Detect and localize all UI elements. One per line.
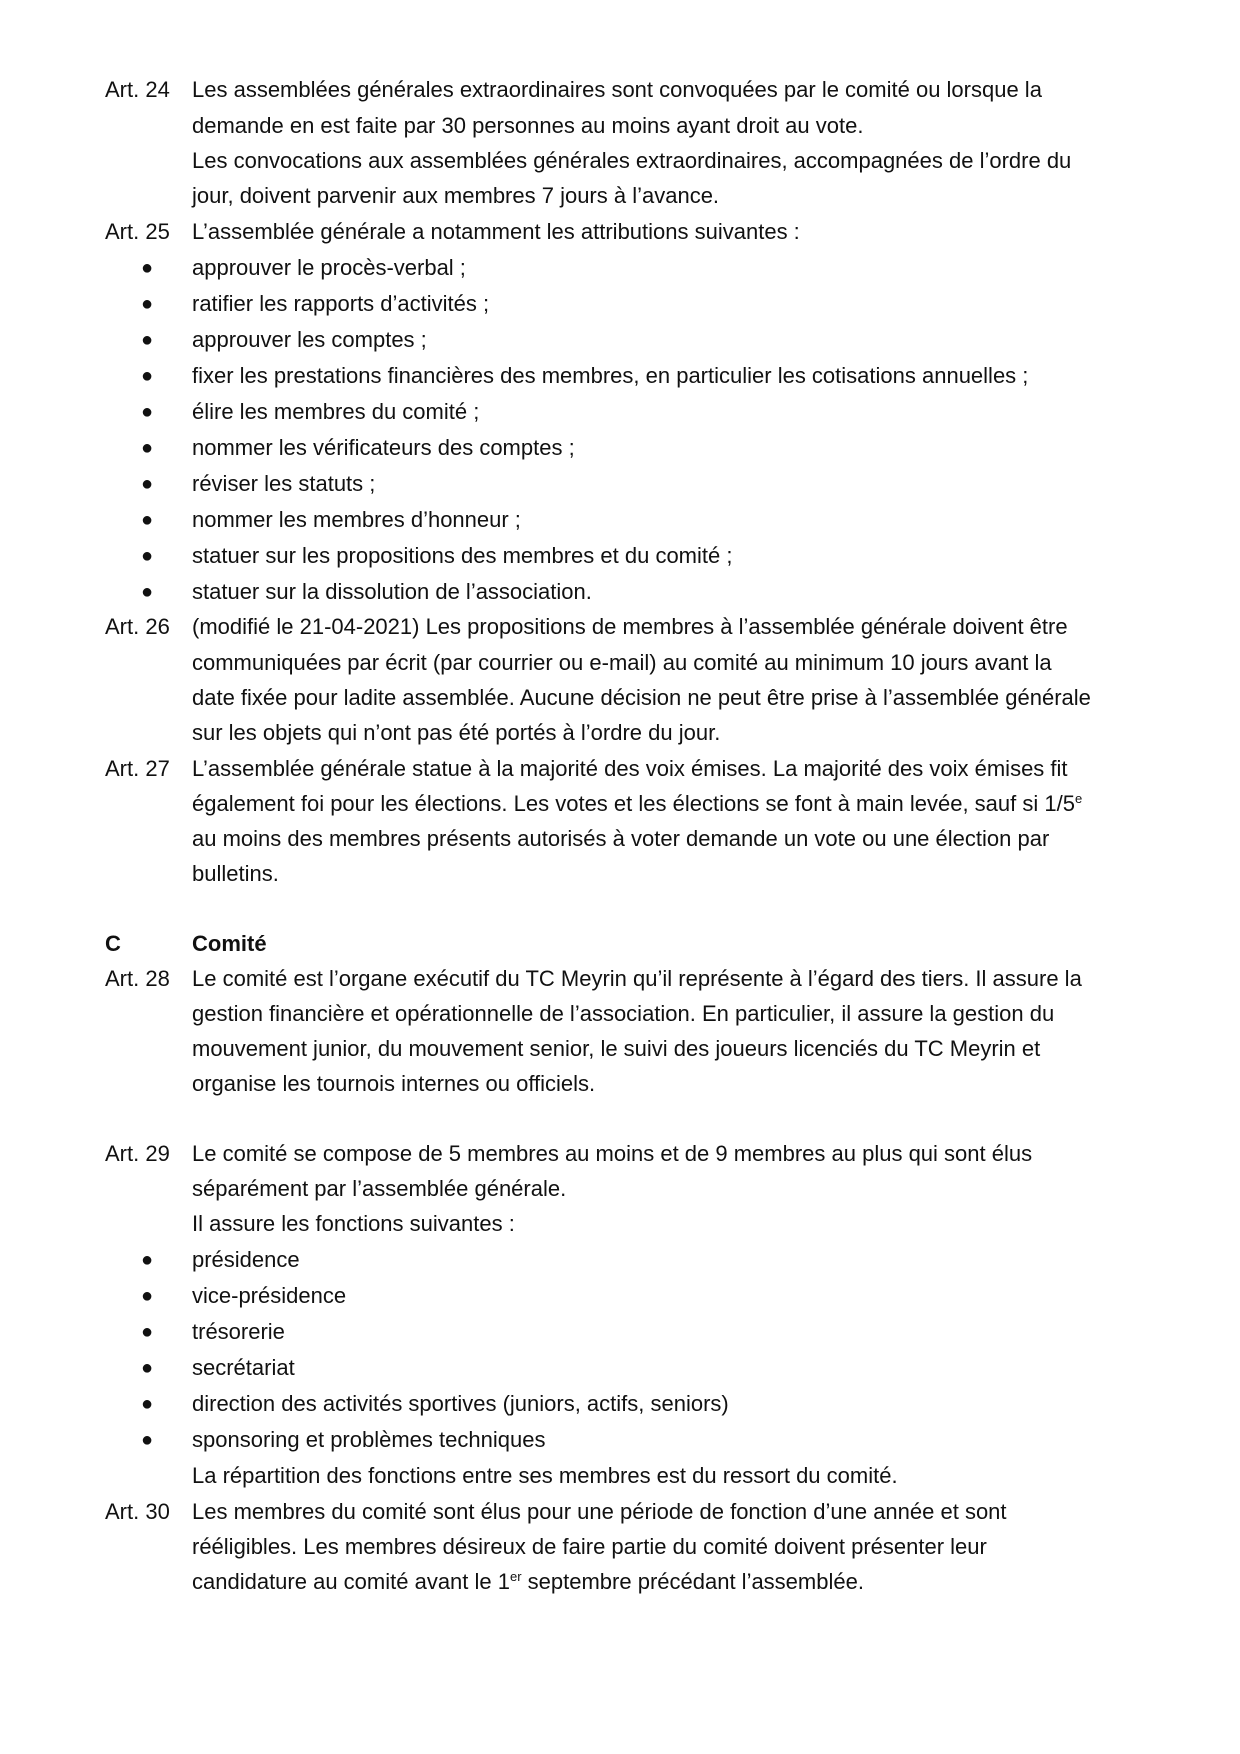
article-30-line-3 bbox=[0, 1564, 1240, 1600]
article-text-line: au moins des membres présents autorisés à voter demande un vote ou une élection par bbox=[192, 826, 1050, 851]
article-text-line: Le comité se compose de 5 membres au moins et de 9 membres au plus qui sont élus bbox=[192, 1141, 1033, 1166]
list-item bbox=[0, 250, 1240, 286]
bullet-icon: ● bbox=[141, 1357, 154, 1379]
bullet-icon: ● bbox=[141, 329, 154, 351]
list-item bbox=[0, 322, 1240, 358]
article-text-segment: également foi pour les élections. Les votes et les élections se font à main levée, sauf si 1/5 bbox=[192, 791, 1075, 816]
list-item bbox=[0, 502, 1240, 538]
bullet-icon: ● bbox=[141, 1393, 154, 1415]
section-title: Comité bbox=[192, 931, 267, 956]
list-item bbox=[0, 358, 1240, 394]
article-text-line: sur les objets qui n’ont pas été portés à l’ordre du jour. bbox=[192, 720, 721, 745]
article-28-line-3 bbox=[0, 1031, 1240, 1067]
article-label: Art. 25 bbox=[105, 219, 170, 244]
article-text-line: organise les tournois internes ou officiels. bbox=[192, 1071, 596, 1096]
list-item bbox=[0, 538, 1240, 574]
article-26-line-3 bbox=[0, 680, 1240, 716]
article-text-segment: septembre précédant l’assemblée. bbox=[521, 1569, 864, 1594]
article-label: Art. 26 bbox=[105, 614, 170, 639]
list-item bbox=[0, 430, 1240, 466]
article-label: Art. 30 bbox=[105, 1499, 170, 1524]
article-28-line-4 bbox=[0, 1066, 1240, 1102]
list-item-text: statuer sur la dissolution de l’association. bbox=[192, 579, 592, 604]
article-25 bbox=[0, 214, 1240, 250]
bullet-icon: ● bbox=[141, 473, 154, 495]
article-28 bbox=[0, 961, 1240, 997]
section-label: C bbox=[105, 931, 121, 956]
list-item-text: trésorerie bbox=[192, 1319, 285, 1344]
article-label: Art. 28 bbox=[105, 966, 170, 991]
article-27 bbox=[0, 751, 1240, 787]
article-27-line-3 bbox=[0, 821, 1240, 857]
list-item bbox=[0, 1350, 1240, 1386]
article-text-line: L’assemblée générale statue à la majorité des voix émises. La majorité des voix émises fit bbox=[192, 756, 1068, 781]
list-item-text: direction des activités sportives (juniors, actifs, seniors) bbox=[192, 1391, 729, 1416]
article-text-line: bulletins. bbox=[192, 861, 279, 886]
list-item-text: réviser les statuts ; bbox=[192, 471, 376, 496]
bullet-icon: ● bbox=[141, 545, 154, 567]
article-text-line: mouvement junior, du mouvement senior, le suivi des joueurs licenciés du TC Meyrin et bbox=[192, 1036, 1041, 1061]
article-text-line: Il assure les fonctions suivantes : bbox=[192, 1211, 515, 1236]
article-text-line: La répartition des fonctions entre ses membres est du ressort du comité. bbox=[192, 1463, 898, 1488]
list-item bbox=[0, 466, 1240, 502]
list-item bbox=[0, 394, 1240, 430]
bullet-icon: ● bbox=[141, 581, 154, 603]
list-item-text: nommer les vérificateurs des comptes ; bbox=[192, 435, 575, 460]
article-text-line: (modifié le 21-04-2021) Les propositions de membres à l’assemblée générale doivent être bbox=[192, 614, 1068, 639]
article-text-line: date fixée pour ladite assemblée. Aucune décision ne peut être prise à l’assemblée générale bbox=[192, 685, 1091, 710]
superscript: e bbox=[1074, 791, 1083, 806]
article-26-line-4 bbox=[0, 715, 1240, 751]
list-item-text: statuer sur les propositions des membres et du comité ; bbox=[192, 543, 733, 568]
bullet-icon: ● bbox=[141, 1249, 154, 1271]
list-item bbox=[0, 574, 1240, 610]
superscript: er bbox=[509, 1569, 522, 1584]
article-27-line-2 bbox=[0, 786, 1240, 822]
article-text-line: jour, doivent parvenir aux membres 7 jours à l’avance. bbox=[192, 183, 720, 208]
article-text-line bbox=[192, 1564, 864, 1600]
list-item-text: secrétariat bbox=[192, 1355, 295, 1380]
article-text-line: communiquées par écrit (par courrier ou e-mail) au comité au minimum 10 jours avant la bbox=[192, 650, 1052, 675]
bullet-icon: ● bbox=[141, 1285, 154, 1307]
list-item bbox=[0, 1314, 1240, 1350]
article-26-line-2 bbox=[0, 645, 1240, 681]
article-label: Art. 27 bbox=[105, 756, 170, 781]
article-29 bbox=[0, 1136, 1240, 1172]
list-item-text: ratifier les rapports d’activités ; bbox=[192, 291, 490, 316]
article-29-line-3 bbox=[0, 1206, 1240, 1242]
list-item-text: élire les membres du comité ; bbox=[192, 399, 480, 424]
article-text-line: Le comité est l’organe exécutif du TC Meyrin qu’il représente à l’égard des tiers. Il assure la bbox=[192, 966, 1082, 991]
article-24-line-2 bbox=[0, 108, 1240, 144]
bullet-icon: ● bbox=[141, 401, 154, 423]
list-item bbox=[0, 1242, 1240, 1278]
bullet-icon: ● bbox=[141, 257, 154, 279]
article-24 bbox=[0, 72, 1240, 108]
article-text-segment: candidature au comité avant le 1 bbox=[192, 1569, 510, 1594]
list-item bbox=[0, 1422, 1240, 1458]
article-text-line bbox=[192, 786, 1082, 822]
article-text-line: rééligibles. Les membres désireux de faire partie du comité doivent présenter leur bbox=[192, 1534, 987, 1559]
list-item-text: nommer les membres d’honneur ; bbox=[192, 507, 521, 532]
list-item-text: approuver les comptes ; bbox=[192, 327, 427, 352]
article-28-line-2 bbox=[0, 996, 1240, 1032]
list-item bbox=[0, 286, 1240, 322]
article-27-line-4 bbox=[0, 856, 1240, 892]
bullet-icon: ● bbox=[141, 509, 154, 531]
list-item-text: approuver le procès-verbal ; bbox=[192, 255, 466, 280]
article-29-closing bbox=[0, 1458, 1240, 1494]
article-29-line-2 bbox=[0, 1171, 1240, 1207]
article-text-line: demande en est faite par 30 personnes au moins ayant droit au vote. bbox=[192, 113, 864, 138]
bullet-icon: ● bbox=[141, 365, 154, 387]
article-24-line-4 bbox=[0, 178, 1240, 214]
article-30-line-2 bbox=[0, 1529, 1240, 1565]
bullet-icon: ● bbox=[141, 1429, 154, 1451]
article-text-line: L’assemblée générale a notamment les attributions suivantes : bbox=[192, 219, 800, 244]
list-item-text: sponsoring et problèmes techniques bbox=[192, 1427, 546, 1452]
list-item bbox=[0, 1278, 1240, 1314]
article-24-line-3 bbox=[0, 143, 1240, 179]
article-text-line: Les assemblées générales extraordinaires sont convoquées par le comité ou lorsque la bbox=[192, 77, 1042, 102]
article-text-line: Les convocations aux assemblées générales extraordinaires, accompagnées de l’ordre du bbox=[192, 148, 1072, 173]
article-text-line: gestion financière et opérationnelle de l’association. En particulier, il assure la gestion du bbox=[192, 1001, 1055, 1026]
article-label: Art. 24 bbox=[105, 77, 170, 102]
article-26 bbox=[0, 609, 1240, 645]
section-heading bbox=[0, 926, 1240, 962]
article-text-line: Les membres du comité sont élus pour une période de fonction d’une année et sont bbox=[192, 1499, 1007, 1524]
list-item-text: vice-présidence bbox=[192, 1283, 347, 1308]
bullet-icon: ● bbox=[141, 293, 154, 315]
bullet-icon: ● bbox=[141, 437, 154, 459]
list-item-text: présidence bbox=[192, 1247, 300, 1272]
article-label: Art. 29 bbox=[105, 1141, 170, 1166]
list-item-text: fixer les prestations financières des membres, en particulier les cotisations annuelles ; bbox=[192, 363, 1029, 388]
article-text-line: séparément par l’assemblée générale. bbox=[192, 1176, 567, 1201]
bullet-icon: ● bbox=[141, 1321, 154, 1343]
list-item bbox=[0, 1386, 1240, 1422]
article-30 bbox=[0, 1494, 1240, 1530]
